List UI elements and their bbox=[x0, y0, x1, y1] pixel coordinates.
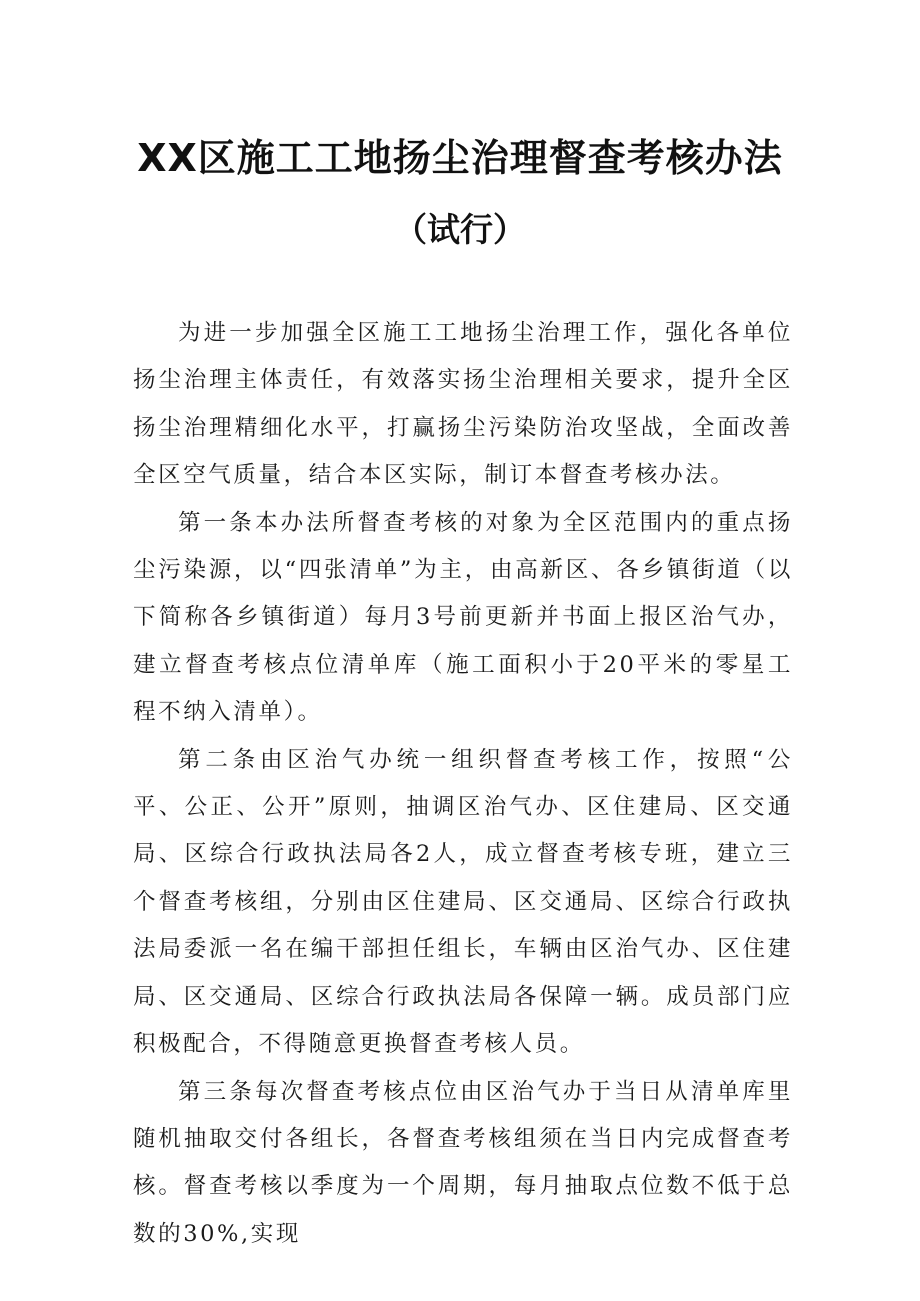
document-title: XX区施工工地扬尘治理督查考核办法 bbox=[137, 136, 783, 180]
document-subtitle: （试行） bbox=[394, 210, 526, 249]
paragraph-article-3: 第三条每次督查考核点位由区治气办于当日从清单库里随机抽取交付各组长，各督查考核组须在当日内完成督查考核。督查考核以季度为一个周期，每月抽取点位数不低于总数的30%,实现 bbox=[133, 1078, 793, 1247]
document-body bbox=[133, 310, 793, 1258]
paragraph-intro: 为进一步加强全区施工工地扬尘治理工作，强化各单位扬尘治理主体责任，有效落实扬尘治理相关要求，提升全区扬尘治理精细化水平，打赢扬尘污染防治攻坚战，全面改善全区空气质量，结合本区实际，制订本督查考核办法。 bbox=[133, 320, 793, 489]
paragraph-article-1: 第一条本办法所督查考核的对象为全区范围内的重点扬尘污染源，以“四张清单”为主，由高新区、各乡镇街道（以下简称各乡镇街道）每月3号前更新并书面上报区治气办，建立督查考核点位清单库（施工面积小于20平米的零星工程不纳入清单）。 bbox=[133, 509, 793, 726]
paragraph-article-2: 第二条由区治气办统一组织督查考核工作，按照“公平、公正、公开”原则，抽调区治气办、区住建局、区交通局、区综合行政执法局各2人，成立督查考核专班，建立三个督查考核组，分别由区住建局、区交通局、区综合行政执法局委派一名在编干部担任组长，车辆由区治气办、区住建局、区交通局、区综合行政执法局各保障一辆。成员部门应积极配合，不得随意更换督查考核人员。 bbox=[133, 746, 793, 1058]
